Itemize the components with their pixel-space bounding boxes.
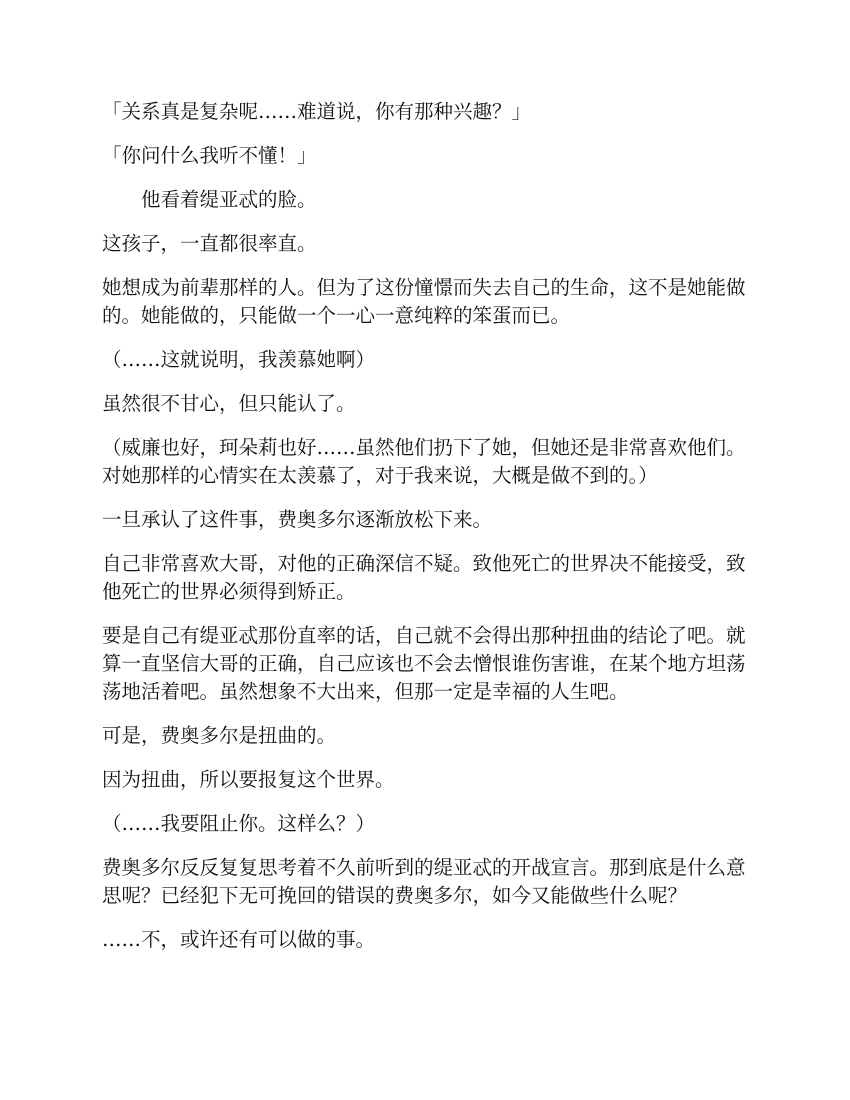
- paragraph-13: 因为扭曲，所以要报复这个世界。: [102, 768, 395, 791]
- paragraph-2: 「你问什么我听不懂！」: [102, 144, 317, 167]
- paragraph-16: ……不，或许还有可以做的事。: [102, 928, 376, 951]
- paragraph-8: （威廉也好，珂朵莉也好……虽然他们扔下了她，但她还是非常喜欢他们。对她那样的心情实在太羡慕了，对于我来说，大概是做不到的。）: [102, 436, 746, 487]
- paragraph-11: 要是自己有缇亚忒那份直率的话，自己就不会得出那种扭曲的结论了吧。就算一直坚信大哥的正确，自己应该也不会去憎恨谁伤害谁，在某个地方坦荡荡地活着吧。虽然想象不大出来，但那一定是幸福的人生吧。: [102, 624, 746, 703]
- paragraph-14: （……我要阻止你。这样么？）: [102, 812, 376, 835]
- paragraph-15: 费奥多尔反反复复思考着不久前听到的缇亚忒的开战宣言。那到底是什么意思呢？已经犯下无可挽回的错误的费奥多尔，如今又能做些什么呢？: [102, 856, 746, 907]
- document-page: [102, 98, 752, 970]
- paragraph-9: 一旦承认了这件事，费奥多尔逐渐放松下来。: [102, 508, 493, 531]
- paragraph-3: 他看着缇亚忒的脸。: [141, 188, 317, 211]
- paragraph-4: 这孩子，一直都很率直。: [102, 232, 317, 255]
- paragraph-6: （……这就说明，我羡慕她啊）: [102, 348, 376, 371]
- paragraph-10: 自己非常喜欢大哥，对他的正确深信不疑。致他死亡的世界决不能接受，致他死亡的世界必须得到矫正。: [102, 552, 746, 603]
- paragraph-5: 她想成为前辈那样的人。但为了这份憧憬而失去自己的生命，这不是她能做的。她能做的，只能做一个一心一意纯粹的笨蛋而已。: [102, 276, 746, 327]
- paragraph-1: 「关系真是复杂呢……难道说，你有那种兴趣？」: [102, 100, 532, 123]
- paragraph-12: 可是，费奥多尔是扭曲的。: [102, 724, 337, 747]
- paragraph-7: 虽然很不甘心，但只能认了。: [102, 392, 356, 415]
